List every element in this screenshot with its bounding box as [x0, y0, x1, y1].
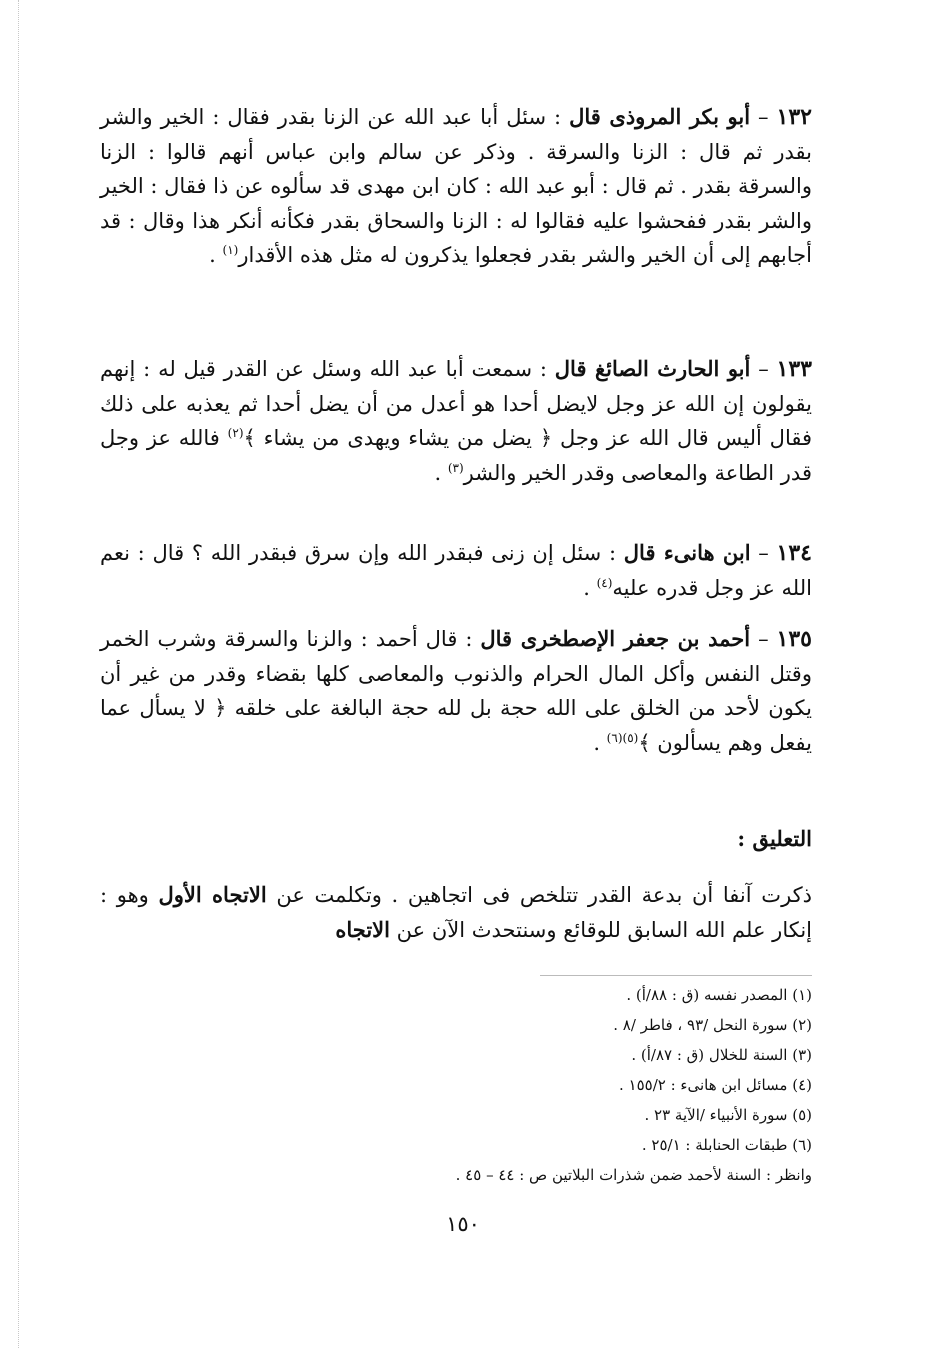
entry-text: : سمعت أبا عبد الله وسئل عن القدر قيل له : إنهم يقولون إن الله عز وجل لايضل أحدا هو أعدل من أن يضل أحدا ثم يعذبه على ذلك فقال أليس قال الله عز وجل ﴿ يضل من يشاء ويهدى من يشاء ﴾ — [100, 357, 813, 450]
footnote-divider — [540, 975, 812, 976]
footnote-marker[interactable]: (٤) — [596, 575, 613, 590]
entry-narrator: أبو الحارث الصائغ قال — [554, 356, 751, 381]
footnote-3: (٣) السنة للخلال (ق : ٨٧/أ) . — [631, 1046, 812, 1064]
entry-135 — [100, 622, 812, 760]
footnote-5: (٥) سورة الأنبياء /الآية ٢٣ . — [644, 1106, 812, 1124]
entry-132 — [100, 100, 812, 273]
entry-narrator: أبو بكر المروذى قال — [569, 104, 751, 129]
entry-narrator: أحمد بن جعفر الإصطخرى قال — [480, 626, 751, 651]
entry-text-continued: فالله عز وجل قدر الطاعة والمعاصى وقدر الخير والشر — [100, 426, 812, 485]
commentary-heading: التعليق : — [737, 826, 812, 851]
entry-number: ١٣٤ — [776, 540, 812, 566]
footnote-4: (٤) مسائل ابن هانىء : ١٥٥/٢ . — [619, 1076, 812, 1094]
footnote-see-also: وانظر : السنة لأحمد ضمن شذرات البلاتين ص : ٤٤ – ٤٥ . — [455, 1166, 812, 1184]
entry-dash: – — [750, 357, 777, 381]
entry-number: ١٣٥ — [776, 626, 812, 652]
scan-artifact-line — [18, 0, 19, 1348]
footnote-marker[interactable]: (١) — [222, 243, 239, 257]
entry-text: : سئل إن زنى فبقدر الله وإن سرق فبقدر الله ؟ قال : نعم الله عز وجل قدره عليه — [100, 541, 812, 600]
footnote-1: (١) المصدر نفسه (ق : ٨٨/أ) . — [626, 986, 812, 1004]
footnote-marker[interactable]: (٣) — [447, 460, 464, 475]
commentary-part-2: وهو : إنكار علم الله السابق للوقائع وسنتحدث الآن عن — [100, 883, 812, 942]
footnote-marker[interactable]: (٥)(٦) — [606, 730, 639, 745]
entry-tail: . — [583, 575, 597, 600]
commentary-part-1: ذكرت آنفا أن بدعة القدر تتلخص فى اتجاهين . وتكلمت عن — [266, 883, 813, 907]
entry-narrator: ابن هانىء قال — [623, 540, 751, 565]
footnote-2: (٢) سورة النحل /٩٣ ، فاطر /٨ . — [613, 1016, 812, 1034]
entry-number: ١٣٢ — [776, 104, 812, 130]
footnote-marker[interactable]: (٢) — [227, 426, 244, 440]
entry-dash: – — [750, 627, 777, 651]
entry-text: : سئل أبا عبد الله عن الزنا بقدر فقال : الخير والشر بقدر ثم قال : الزنا والسرقة . وذكر عن سالم وابن عباس أنهم قالوا : الزنا والسرقة بقدر . ثم قال : أبو عبد الله : كان ابن مهدى قد سألوه عن ذا فقال : الخير والشر بقدر ففحشوا عليه فقالوا له : الزنا والسحاق بقدر فكأنه أنكر هذا وقال : قد أجابهم إلى أن الخير والشر بقدر فجعلوا يذكرون له مثل هذه الأقدار — [100, 105, 812, 267]
footnote-6: (٦) طبقات الحنابلة : ٢٥/١ . — [641, 1136, 812, 1154]
entry-text: : قال أحمد : والزنا والسرقة وشرب الخمر وقتل النفس وأكل المال الحرام والذنوب والمعاصى كلها بقضاء وقدر من غير أن يكون لأحد من الخلق على الله حجة بل لله حجة البالغة على خلقه ﴿ لا يسأل عما يفعل وهم يسألون ﴾ — [100, 627, 812, 755]
commentary-bold-1: الاتجاه الأول — [158, 882, 267, 907]
entry-number: ١٣٣ — [776, 356, 812, 382]
footnotes — [290, 980, 812, 1190]
entry-dash: – — [750, 541, 777, 565]
entry-tail: . — [593, 730, 607, 755]
entry-134 — [100, 536, 812, 605]
entry-dash: – — [750, 105, 777, 129]
commentary-bold-2: الاتجاه — [335, 916, 390, 942]
page-number: ١٥٠ — [446, 1212, 480, 1236]
entry-tail: . — [434, 460, 448, 485]
entry-tail: . — [209, 243, 223, 267]
commentary-text — [100, 878, 812, 947]
entry-133 — [100, 352, 812, 490]
